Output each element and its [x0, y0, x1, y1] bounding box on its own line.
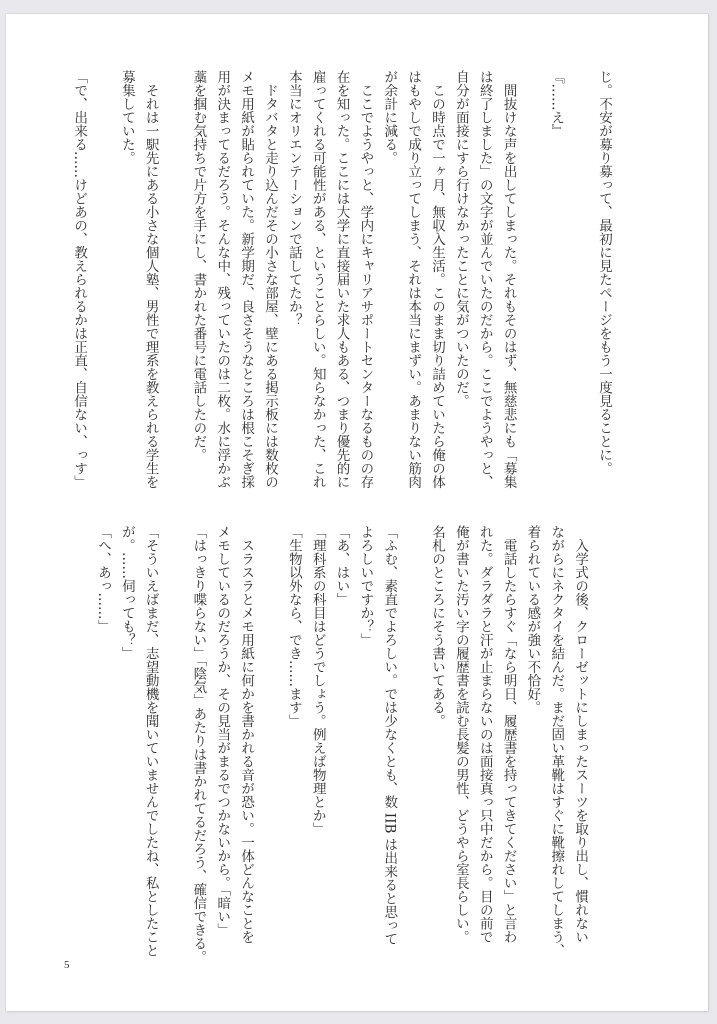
text-column — [591, 525, 615, 965]
text-column: はもやしで成り立ってしまう、それは本当にまずい。あまりない筋肉 — [405, 70, 422, 489]
text-column: は終了しました」の文字が並んでいたのだから。ここでようやっと、 — [476, 70, 493, 489]
text-column — [520, 70, 544, 510]
text-column: が。……伺っても？」 — [118, 525, 135, 660]
text-column: 「理科系の科目はどうでしょう。例えば物理とか」 — [309, 525, 326, 836]
text-column: 入学式の後、クローゼットにしまったスーツを取り出し、慣れない — [572, 525, 589, 944]
text-column: 間抜けな声を出してしまった。それもそのはず、無慈悲にも「募集 — [500, 70, 517, 489]
text-column: 本当にオリエンテーションで話してたか？ — [285, 70, 302, 327]
text-column: 在を知った。ここには大学に直接届いた求人もある、つまり優先的に — [333, 70, 350, 489]
text-column: よろしいですか？」 — [357, 525, 374, 647]
text-column — [567, 70, 591, 510]
top-tier-text — [66, 70, 615, 510]
text-column: ドタバタと走り込んだその小さな部屋、壁にある掲示板には数枚の — [261, 70, 278, 489]
text-column: スラスラとメモ用紙に何かを書かれる音が恐い。一体どんなことを — [238, 525, 255, 944]
text-column: じ。不安が募り募って、最初に見たページをもう一度見ることに。 — [596, 70, 612, 475]
text-column: 用が決まってるだろう。そんな中、残っていたのは二枚。水に浮かぶ — [214, 70, 231, 489]
text-column: ここでようやっと、学内にキャリアサポートセンターなるものの存 — [357, 70, 374, 489]
text-column: 「はっきり喋らない」「陰気」あたりは書かれてるだろう、確信できる。 — [190, 525, 207, 964]
text-column: れた。ダラダラと汗が止まらないのは面接真っ只中だから。目の前で — [476, 525, 493, 944]
text-column: 「あ、はい」 — [333, 525, 350, 606]
text-column — [90, 70, 114, 510]
page-number: 5 — [64, 959, 70, 971]
text-column: 着られている感が強い不恰好。 — [524, 525, 541, 714]
text-column: 雇ってくれる可能性がある、ということらしい。知らなかった、これ — [309, 70, 326, 489]
text-column: 藁を掴む気持ちで片方を手にし、書かれた番号に電話したのだ。 — [190, 70, 207, 462]
text-column: ながらにネクタイを結んだ。まだ固い革靴はすぐに靴擦れしてしまう、 — [548, 525, 565, 957]
text-column: 俺が書いた汚い字の履歴書を読む長髪の男性、どうやら室長らしい。 — [452, 525, 469, 944]
text-column: この時点で一ヶ月、無収入生活。このまま切り詰めていたら俺の体 — [428, 70, 445, 489]
text-column: 『……え』 — [548, 70, 565, 138]
text-column: 「生物以外なら、でき……ます」 — [285, 525, 302, 728]
text-column: 「ふむ、素直でよろしい。では少なくとも、数 IIB は出来ると思って — [381, 525, 398, 946]
text-column: それは一駅先にある小さな個人塾、男性で理系を教えられる学生を — [142, 70, 159, 489]
bottom-tier-text — [90, 525, 615, 965]
text-column: 募集していた。 — [118, 70, 135, 165]
text-column: メモ用紙が貼られていた。新学期だ、良さそうなところは根こそぎ採 — [238, 70, 255, 489]
text-column — [400, 525, 424, 965]
text-column: が余計に減る。 — [381, 70, 398, 165]
text-column — [257, 525, 281, 965]
text-column — [162, 525, 186, 965]
text-column: 自分が面接にすら行けなかったことに気がついたのだ。 — [452, 70, 469, 408]
text-column: 「そういえばまだ、志望動機を聞いていませんでしたね、私としたこと — [142, 525, 159, 957]
text-column: 「で、出来る……けどあの、教えられるかは正直、自信ない、っす」 — [71, 70, 88, 489]
text-column — [162, 70, 186, 510]
text-column: 「へ、あっ……」 — [94, 525, 111, 633]
text-column: 電話したらすぐ「なら明日、履歴書を持ってきてください」と言わ — [500, 525, 517, 944]
text-column: メモしているのだろうか、その見当がまるでつかないから。「暗い」 — [214, 525, 231, 937]
book-page — [6, 14, 708, 1011]
text-column: 名札のところにそう書いてある。 — [428, 525, 445, 728]
